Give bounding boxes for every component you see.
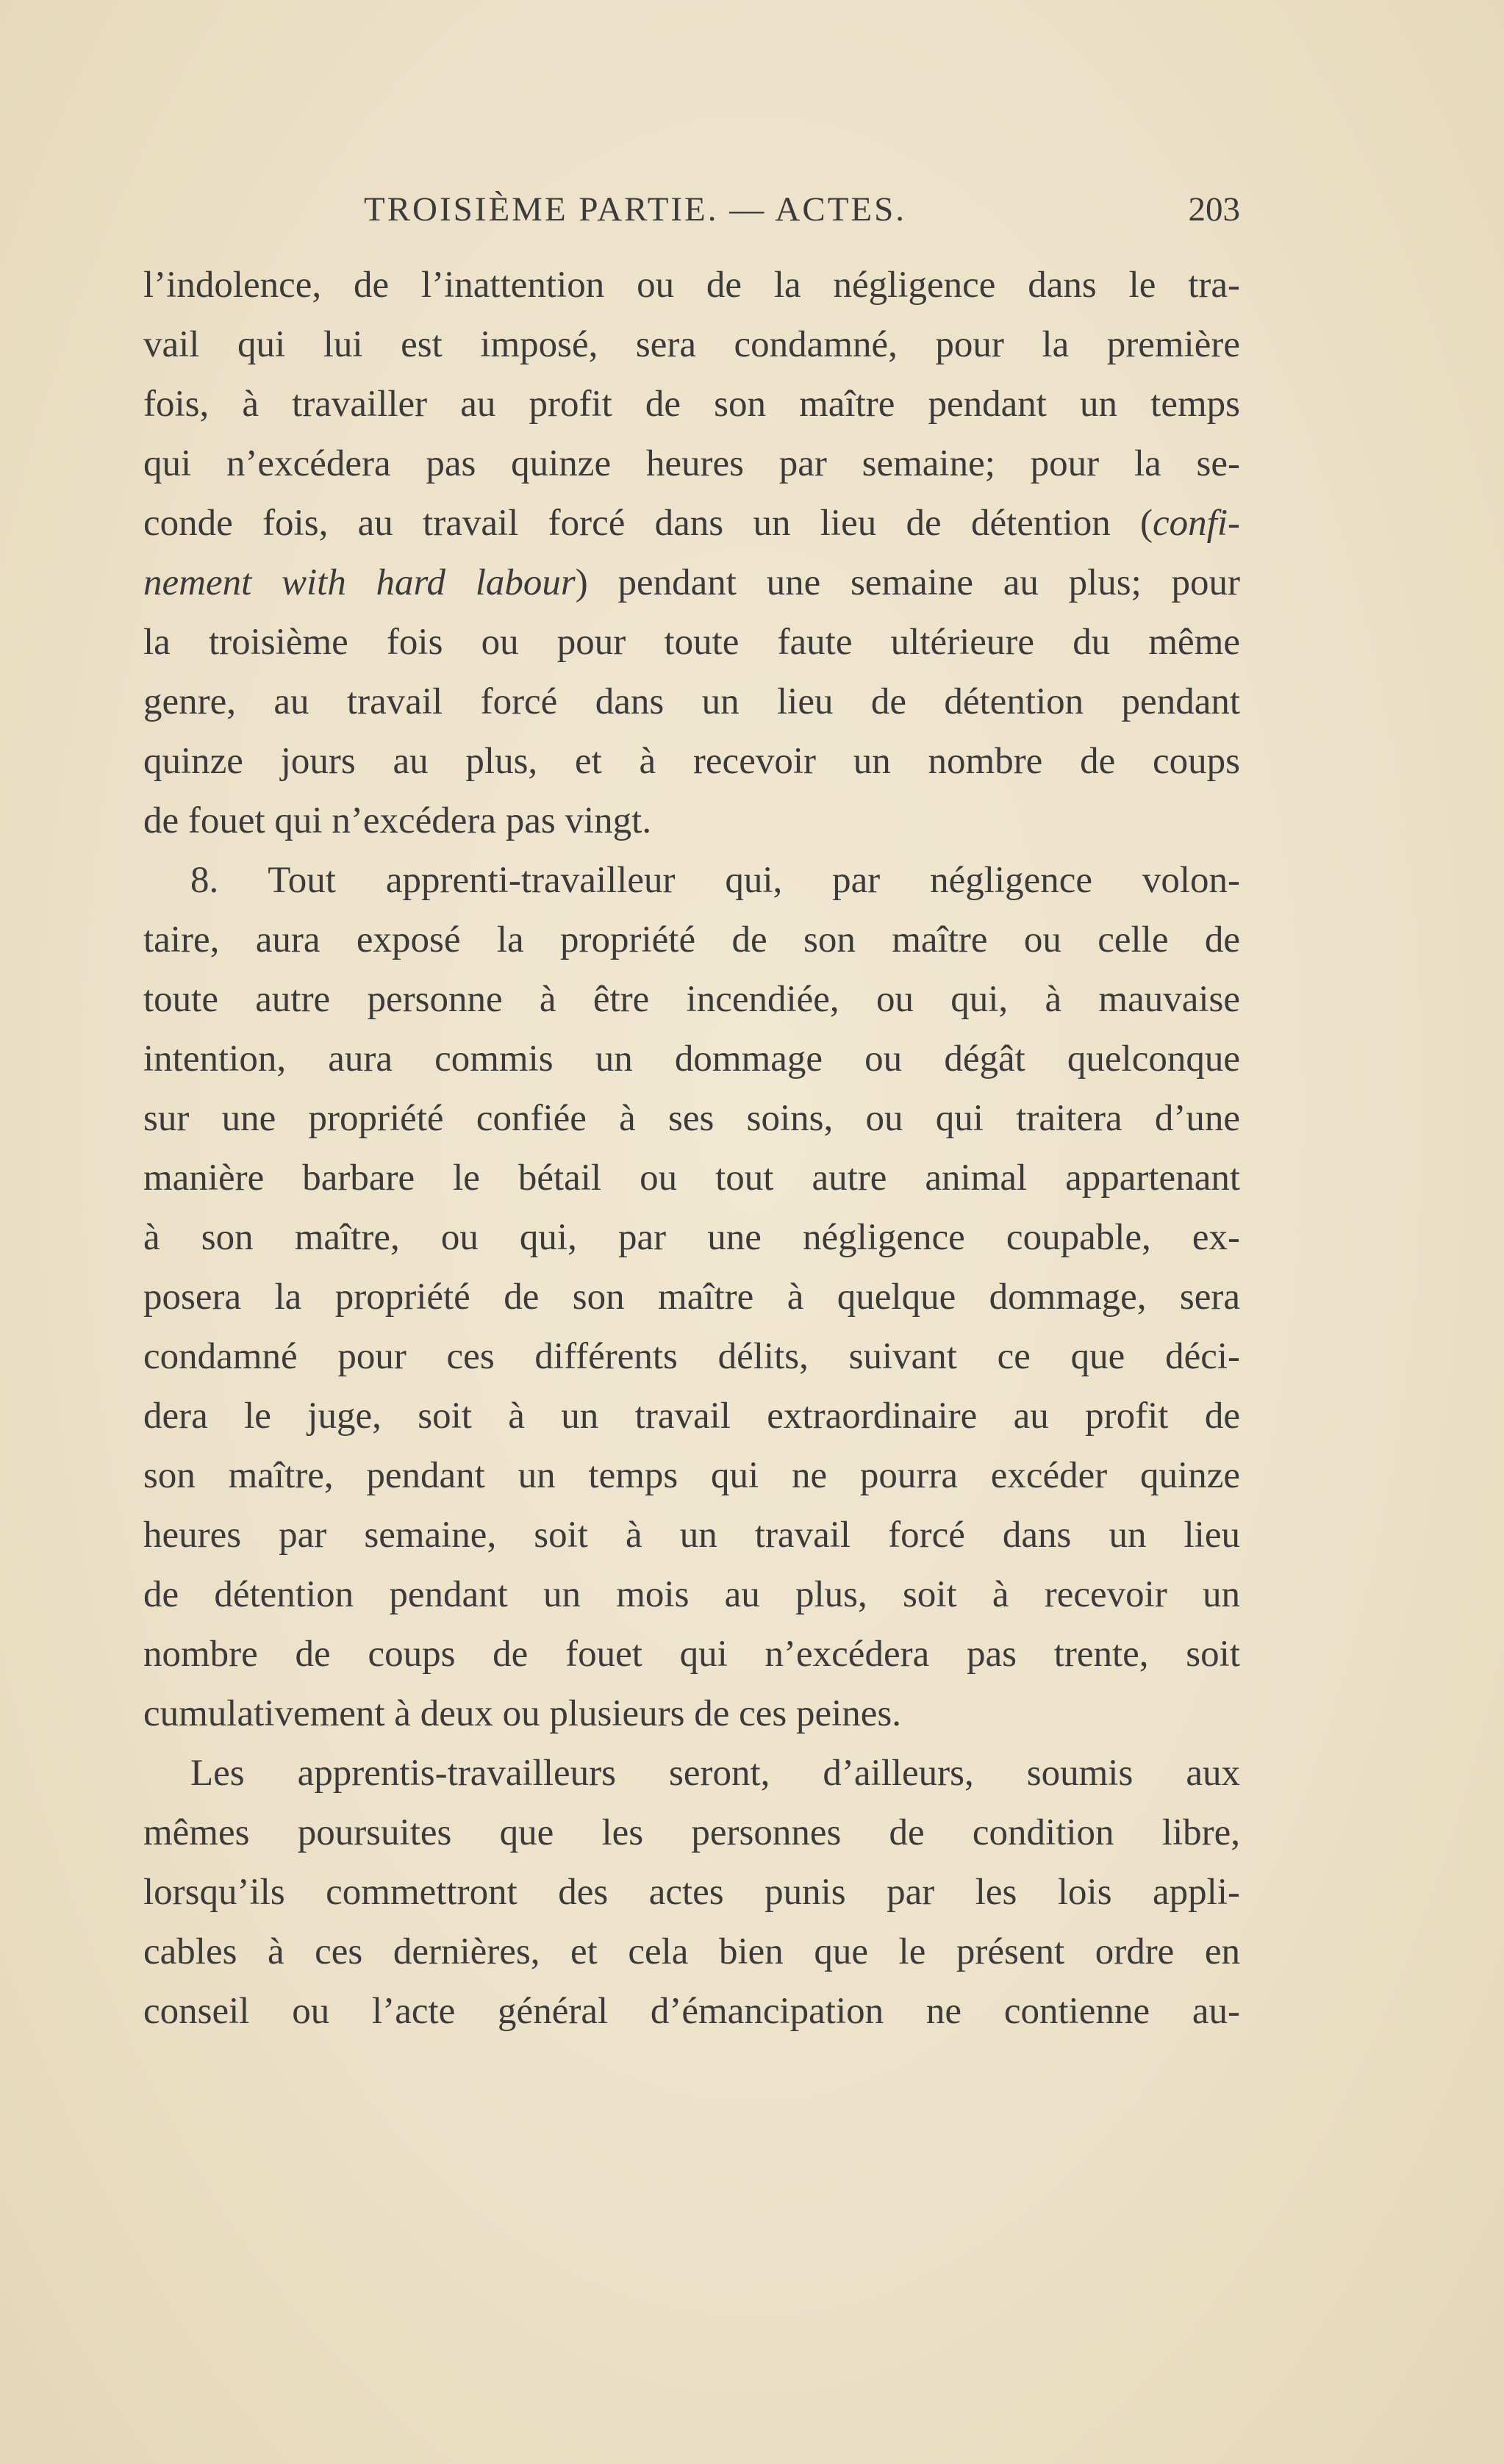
text-line: fois, à travailler au profit de son maître pendant un temps bbox=[143, 384, 1240, 425]
text-line: posera la propriété de son maître à quelque dommage, sera bbox=[143, 1276, 1240, 1318]
text-line: de détention pendant un mois au plus, soit à recevoir un bbox=[143, 1574, 1240, 1615]
page-number: 203 bbox=[1188, 190, 1240, 229]
text-line: nombre de coups de fouet qui n’excédera pas trente, soit bbox=[143, 1634, 1240, 1675]
text-line bbox=[143, 553, 1240, 613]
text-line: lorsqu’ils commettront des actes punis par les lois appli- bbox=[143, 1872, 1240, 1913]
text-line: l’indolence, de l’inattention ou de la négligence dans le tra- bbox=[143, 265, 1240, 306]
text-line: conseil ou l’acte général d’émancipation ne contienne au- bbox=[143, 1991, 1240, 2032]
text-line: qui n’excédera pas quinze heures par semaine; pour la se- bbox=[143, 443, 1240, 484]
text-line: à son maître, ou qui, par une négligence coupable, ex- bbox=[143, 1217, 1240, 1258]
text-line: sur une propriété confiée à ses soins, ou qui traitera d’une bbox=[143, 1098, 1240, 1139]
text-line: toute autre personne à être incendiée, ou qui, à mauvaise bbox=[143, 979, 1240, 1020]
page-header bbox=[143, 184, 1240, 235]
text-line: manière barbare le bétail ou tout autre animal appartenant bbox=[143, 1157, 1240, 1199]
text-segment: ) bbox=[575, 562, 618, 603]
text-line: dera le juge, soit à un travail extraordinaire au profit de bbox=[143, 1396, 1240, 1437]
text-line: 8. Tout apprenti-travailleur qui, par négligence volon- bbox=[190, 860, 1240, 901]
text-line: cables à ces dernières, et cela bien que le présent ordre en bbox=[143, 1931, 1240, 1972]
italic-phrase: nement with hard labour bbox=[143, 562, 576, 603]
text-line bbox=[143, 494, 1240, 553]
text-segment: pendant une semaine au plus; pour bbox=[617, 562, 1240, 603]
text-line: taire, aura exposé la propriété de son maître ou celle de bbox=[143, 919, 1240, 960]
text-line: son maître, pendant un temps qui ne pourra excéder quinze bbox=[143, 1455, 1240, 1496]
body-text bbox=[143, 256, 1240, 2041]
text-line: heures par semaine, soit à un travail forcé dans un lieu bbox=[143, 1515, 1240, 1556]
italic-phrase: confi- bbox=[1153, 503, 1240, 544]
text-line: la troisième fois ou pour toute faute ultérieure du même bbox=[143, 622, 1240, 663]
text-line: de fouet qui n’excédera pas vingt. bbox=[143, 800, 652, 841]
text-line: intention, aura commis un dommage ou dégât quelconque bbox=[143, 1038, 1240, 1080]
text-line: condamné pour ces différents délits, suivant ce que déci- bbox=[143, 1336, 1240, 1377]
text-line: Les apprentis-travailleurs seront, d’ailleurs, soumis aux bbox=[190, 1753, 1240, 1794]
text-line: vail qui lui est imposé, sera condamné, pour la première bbox=[143, 324, 1240, 365]
text-line: quinze jours au plus, et à recevoir un nombre de coups bbox=[143, 741, 1240, 782]
running-head: TROISIÈME PARTIE. — ACTES. bbox=[364, 190, 907, 229]
text-segment: conde fois, au travail forcé dans un lieu de détention ( bbox=[143, 503, 1153, 544]
text-line: cumulativement à deux ou plusieurs de ces peines. bbox=[143, 1693, 902, 1734]
text-line: genre, au travail forcé dans un lieu de détention pendant bbox=[143, 681, 1240, 722]
text-line: mêmes poursuites que les personnes de condition libre, bbox=[143, 1812, 1240, 1853]
